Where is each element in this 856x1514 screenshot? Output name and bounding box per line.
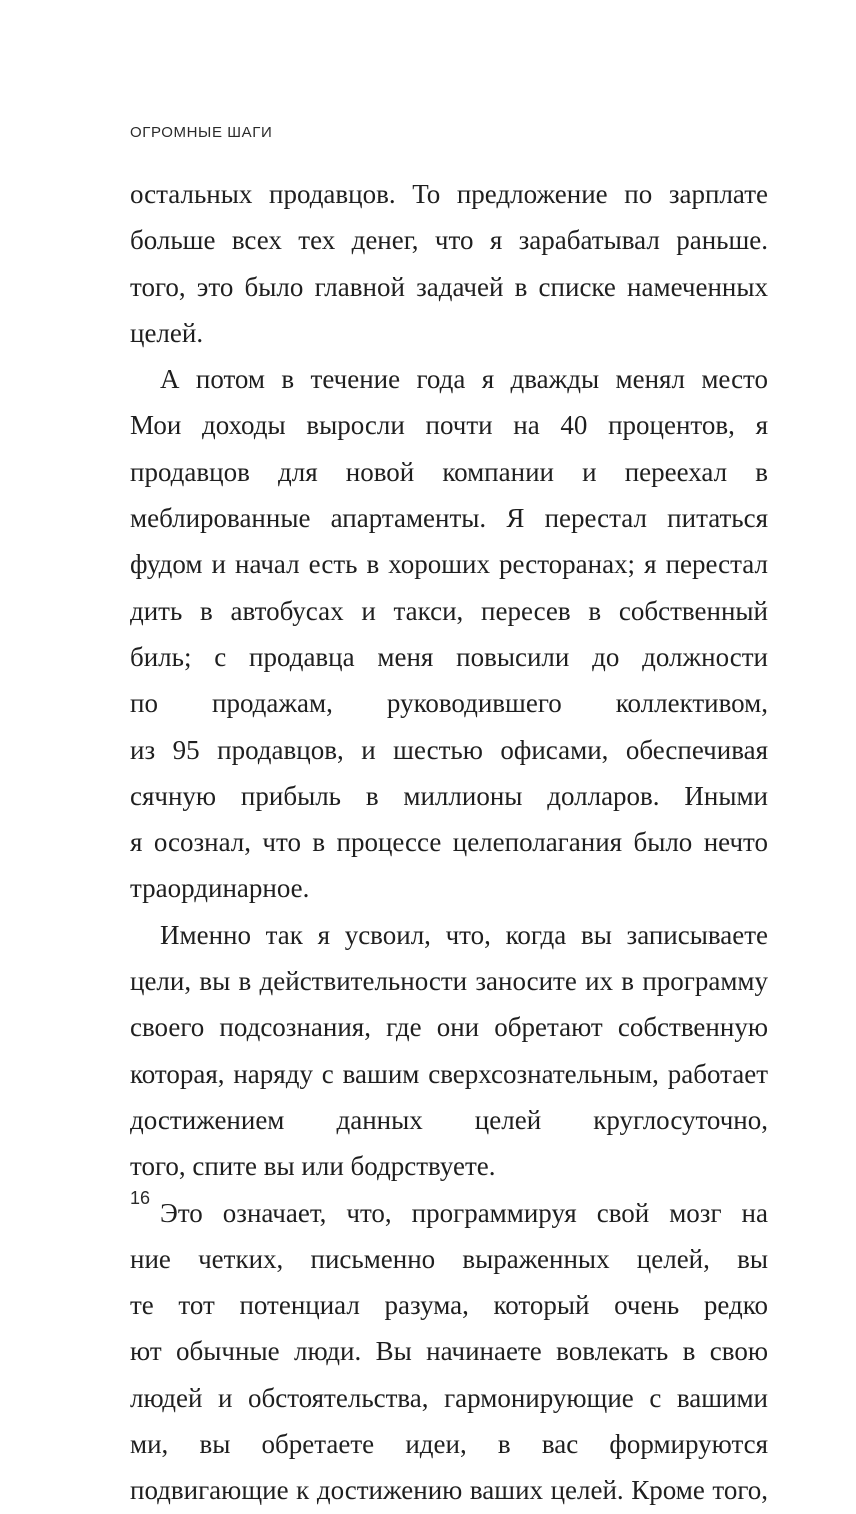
- page-number: 16: [130, 1188, 151, 1208]
- text-line: Это означает, что, программируя свой мозг на: [160, 1197, 768, 1228]
- text-line: достижением данных целей круглосуточно,: [130, 1104, 768, 1135]
- text-line: меблированные апартаменты. Я перестал питаться: [130, 503, 768, 534]
- text-line: людей и обстоятельства, гармонирующие с вашими: [130, 1382, 768, 1413]
- text-line: биль; с продавца меня повысили до должности: [130, 641, 768, 672]
- text-line: траординарное.: [130, 873, 310, 904]
- running-head: ОГРОМНЫЕ ШАГИ: [130, 124, 273, 141]
- text-line: Именно так я усвоил, что, когда вы записываете: [160, 919, 768, 950]
- text-line: Мои доходы выросли почти на 40 процентов, я: [130, 410, 768, 441]
- text-line: остальных продавцов. То предложение по зарплате: [130, 179, 768, 209]
- text-line: подвигающие к достижению ваших целей. Кроме того,: [130, 1475, 768, 1506]
- body-text: [130, 171, 768, 1514]
- text-line: ми, вы обретаете идеи, в вас формируются: [130, 1429, 768, 1460]
- text-line: А потом в течение года я дважды менял место: [160, 364, 768, 395]
- text-line: ют обычные люди. Вы начинаете вовлекать в свою: [130, 1336, 768, 1367]
- text-line: того, это было главной задачей в списке намеченных: [130, 271, 768, 302]
- text-line: цели, вы в действительности заносите их в программу: [130, 966, 768, 997]
- text-line: того, спите вы или бодрствуете.: [130, 1151, 496, 1182]
- text-line: больше всех тех денег, что я зарабатывал раньше.: [130, 225, 768, 256]
- text-line: ние четких, письменно выраженных целей, вы: [130, 1243, 768, 1274]
- text-line: продавцов для новой компании и переехал в: [130, 456, 768, 487]
- text-line: сячную прибыль в миллионы долларов. Иными: [130, 780, 768, 811]
- text-line: из 95 продавцов, и шестью офисами, обеспечивая: [130, 734, 768, 765]
- text-line: я осознал, что в процессе целеполагания было нечто: [130, 827, 768, 858]
- text-line: своего подсознания, где они обретают собственную: [130, 1012, 768, 1043]
- text-line: дить в автобусах и такси, пересев в собственный: [130, 595, 768, 626]
- text-line: те тот потенциал разума, который очень редко: [130, 1290, 768, 1321]
- text-line: фудом и начал есть в хороших ресторанах; я перестал: [130, 549, 768, 580]
- text-line: которая, наряду с вашим сверхсознательным, работает: [130, 1058, 768, 1089]
- text-line: целей.: [130, 317, 204, 348]
- text-line: по продажам, руководившего коллективом,: [130, 688, 768, 719]
